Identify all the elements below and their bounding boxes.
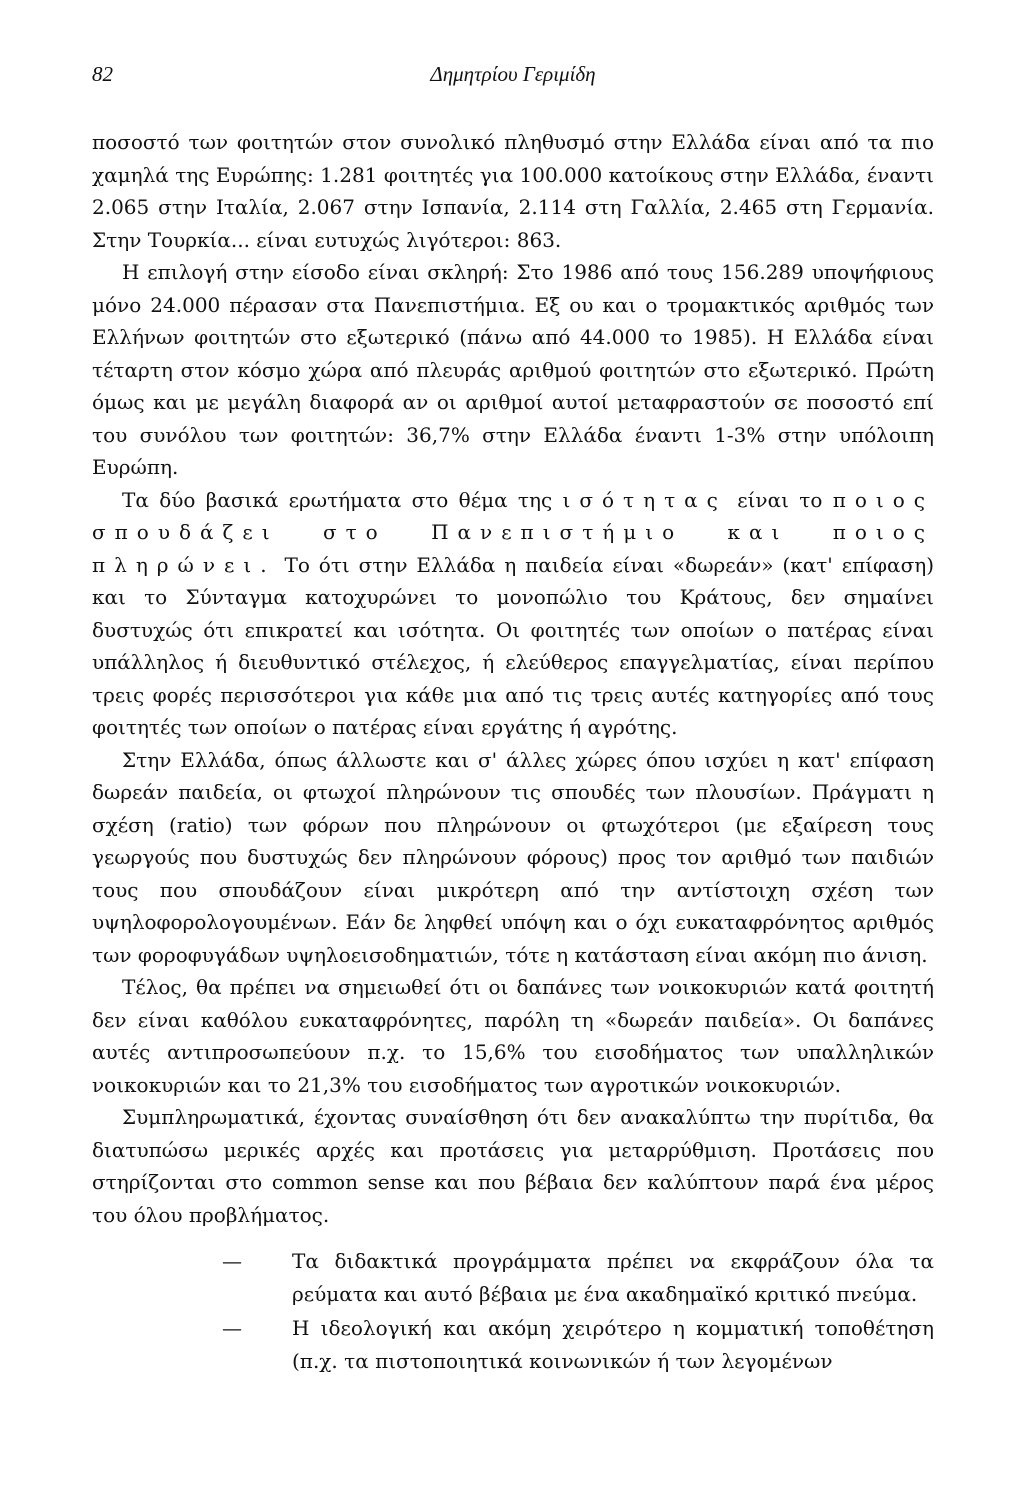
list-item: [92, 1245, 934, 1310]
paragraph: Στην Ελλάδα, όπως άλλωστε και σ' άλλες χώρες όπου ισχύει η κατ' επίφαση δωρεάν παιδεία, οι φτωχοί πληρώνουν τις σπουδές των πλουσίων. Πράγματι η σχέση (ratio) των φόρων που πληρώνουν οι φτωχότεροι (με εξαίρεση τους γεωργούς που δυστυχώς δεν πληρώνουν φόρους) προς τον αριθμό των παιδιών τους που σπουδάζουν είναι μικρότερη από την αντίστοιχη σχέση των υψηλοφορολογουμένων. Εάν δε ληφθεί υπόψη και ο όχι ευκαταφρόνητος αριθμός των φοροφυγάδων υψηλοεισοδηματιών, τότε η κατάσταση είναι ακόμη πιο άνιση.: [92, 747, 934, 967]
list-item-text: Η ιδεολογική και ακόμη χειρότερο η κομματική τοποθέτηση (π.χ. τα πιστοποιητικά κοινωνικών ή των λεγομένων: [292, 1316, 934, 1373]
paragraph: ποσοστό των φοιτητών στον συνολικό πληθυσμό στην Ελλάδα είναι από τα πιο χαμηλά της Ευρώπης: 1.281 φοιτητές για 100.000 κατοίκους στην Ελλάδα, έναντι 2.065 στην Ιταλία, 2.067 στην Ισπανία, 2.114 στη Γαλλία, 2.465 στη Γερμανία. Στην Τουρκία... είναι ευτυχώς λιγότεροι: 863.: [92, 130, 934, 252]
book-page: [92, 62, 934, 1379]
paragraph: [92, 484, 934, 744]
running-title: Δημητρίου Γεριμίδη: [430, 62, 596, 86]
proposal-list: [92, 1245, 934, 1377]
list-item: [92, 1312, 934, 1377]
page-header: [92, 62, 934, 98]
paragraph: Τέλος, θα πρέπει να σημειωθεί ότι οι δαπάνες των νοικοκυριών κατά φοιτητή δεν είναι καθόλου ευκαταφρόνητες, παρόλη τη «δωρεάν παιδεία». Οι δαπάνες αυτές αντιπροσωπεύουν π.χ. το 15,6% του εισοδήματος των υπαλληλικών νοικοκυριών και το 21,3% του εισοδήματος των αγροτικών νοικοκυριών.: [92, 975, 934, 1097]
paragraph-text: είναι το: [726, 487, 833, 512]
paragraph: Συμπληρωματικά, έχοντας συναίσθηση ότι δεν ανακαλύπτω την πυρίτιδα, θα διατυπώσω μερικές αρχές και προτάσεις για μεταρρύθμιση. Προτάσεις που στηρίζονται στο common sense και που βέβαια δεν καλύπτουν παρά ένα μέρος του όλου προβλήματος.: [92, 1105, 934, 1227]
spaced-emphasis: ποιος σπουδάζει στο Πανεπιστήμιο και ποιος πληρώνει.: [92, 487, 934, 577]
spaced-emphasis: ισότητας: [562, 487, 727, 512]
dash-marker: —: [222, 1316, 242, 1340]
page-number: 82: [92, 62, 113, 86]
list-item-text: Τα διδακτικά προγράμματα πρέπει να εκφράζουν όλα τα ρεύματα και αυτό βέβαια με ένα ακαδημαϊκό κριτικό πνεύμα.: [292, 1249, 934, 1306]
paragraph-text: Τα δύο βασικά ερωτήματα στο θέμα της: [122, 487, 563, 512]
body-text: [92, 126, 934, 1231]
paragraph-text: Το ότι στην Ελλάδα η παιδεία είναι «δωρεάν» (κατ' επίφαση) και το Σύνταγμα κατοχυρώνει το μονοπώλιο του Κράτους, δεν σημαίνει δυστυχώς ότι επικρατεί και ισότητα. Οι φοιτητές των οποίων ο πατέρας είναι υπάλληλος ή διευθυντικό στέλεχος, ή ελεύθερος επαγγελματίας, είναι περίπου τρεις φορές περισσότεροι για κάθε μια από τις τρεις αυτές κατηγορίες από τους φοιτητές των οποίων ο πατέρας είναι εργάτης ή αγρότης.: [92, 552, 934, 739]
paragraph: Η επιλογή στην είσοδο είναι σκληρή: Στο 1986 από τους 156.289 υποψήφιους μόνο 24.000 πέρασαν στα Πανεπιστήμια. Εξ ου και ο τρομακτικός αριθμός των Ελλήνων φοιτητών στο εξωτερικό (πάνω από 44.000 το 1985). Η Ελλάδα είναι τέταρτη στον κόσμο χώρα από πλευράς αριθμού φοιτητών στο εξωτερικό. Πρώτη όμως και με μεγάλη διαφορά αν οι αριθμοί αυτοί μεταφραστούν σε ποσοστό επί του συνόλου των φοιτητών: 36,7% στην Ελλάδα έναντι 1-3% στην υπόλοιπη Ευρώπη.: [92, 260, 934, 479]
dash-marker: —: [222, 1249, 242, 1273]
